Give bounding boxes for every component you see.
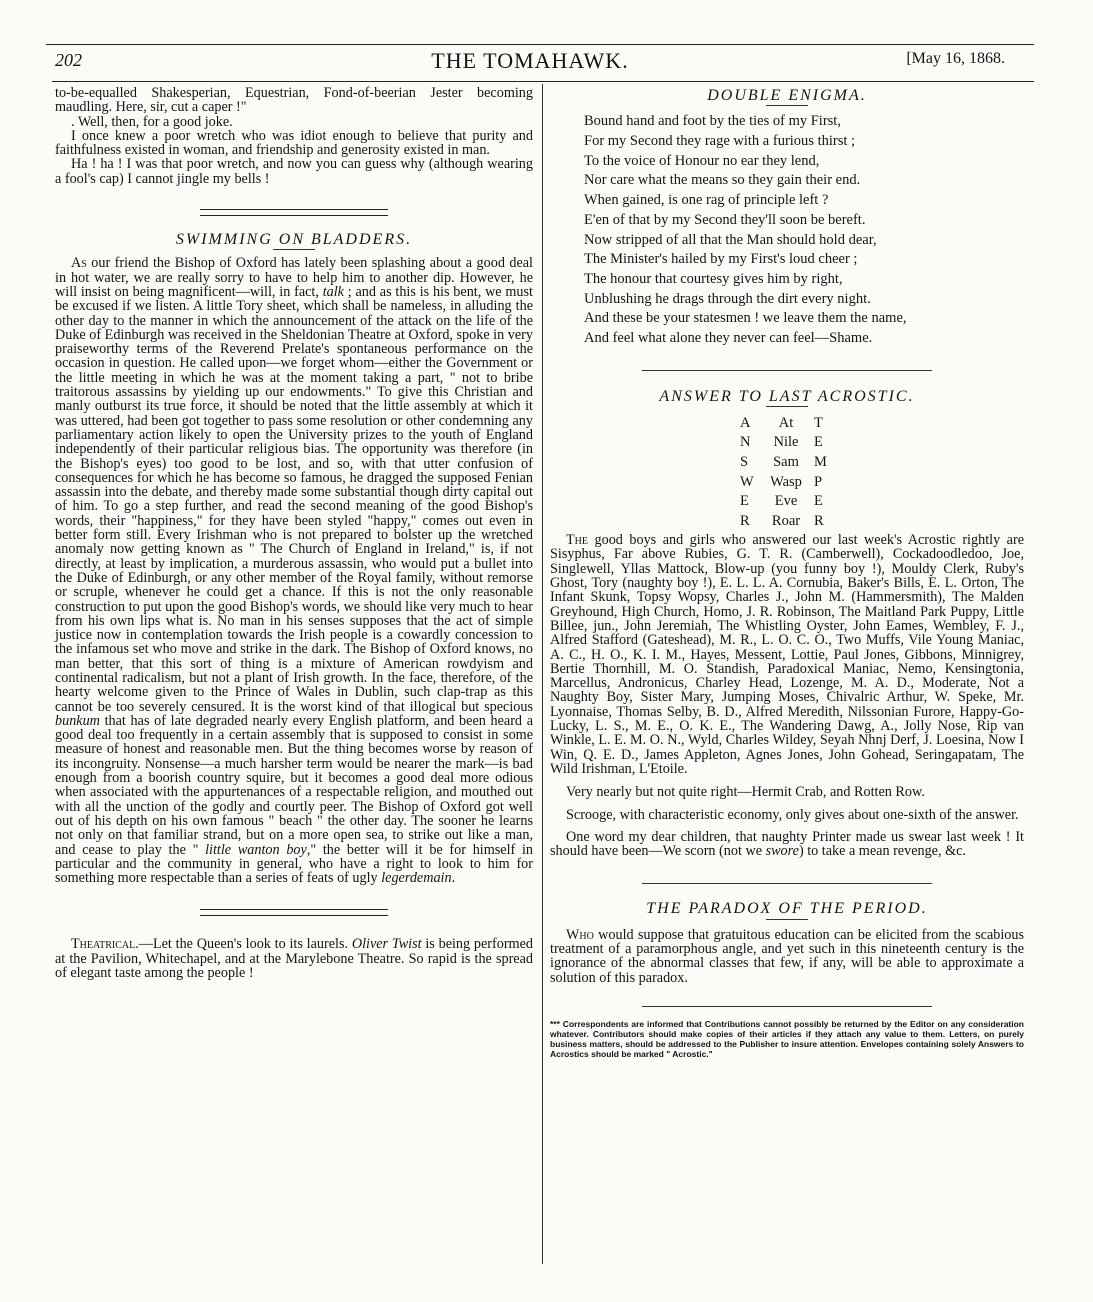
- acrostic-row: E Eve E: [740, 493, 823, 510]
- poem-line: Nor care what the means so they gain their end.: [584, 172, 861, 189]
- poem-line: Unblushing he drags through the dirt every night.: [584, 290, 871, 307]
- poem-line: The Minister's hailed by my First's loud cheer ;: [584, 251, 858, 268]
- answer-paragraph-4: One word my dear children, that naughty Printer made us swear last week ! It should have been—We scorn (not we swore) to take a mean revenge, &c.: [550, 828, 1024, 860]
- issue-date: [May 16, 1868.: [906, 50, 1005, 67]
- intro-paragraph-2: . Well, then, for a good joke.: [71, 113, 233, 130]
- column-divider: [542, 84, 543, 1264]
- theatrical-lead: Theatrical: [71, 936, 136, 953]
- top-border-rule: [46, 44, 1034, 45]
- acrostic-row: N Nile E: [740, 434, 823, 451]
- acrostic-row: R Roar R: [740, 513, 824, 530]
- header-rule: [52, 81, 1034, 82]
- answer-paragraph-3: Scrooge, with characteristic economy, only gives about one-sixth of the answer.: [566, 806, 1019, 823]
- page-number: 202: [55, 50, 82, 70]
- right-column: [550, 86, 1024, 1060]
- left-column: [55, 86, 533, 980]
- page-header: [55, 50, 1005, 80]
- answer-paragraph-2: Very nearly but not quite right—Hermit Crab, and Rotten Row.: [566, 784, 925, 801]
- answer-paragraph-1: The good boys and girls who answered our last week's Acrostic rightly are Sisyphus, Far above Rubies, G. T. R. (Camberwell), Cockadoodledoo, Joe, Singlewell, Yllas Mattock, Blow-up (you funny boy !), Mouldy Clerk, Ruby's Ghost, Tory (naughty boy !), E. L. L. A. Cornubia, Baker's Bills, E. L. Orton, The Infant Skunk, Topsy Wopsy, Charles J., John M. (Hammersmith), The Malden Greyhound, High Church, Homo, J. R. Robinson, The Maitland Park Puppy, Little Billee, jun., John Jeremiah, The Whistling Oyster, John Eames, Wembley, F. J., Alfred Stafford (Gateshead), M. R., L. O. C. O., Two Muffs, Vile Young Maniac, A. C., H. O., K. I. M., Hayes, Messent, Lottie, Paul Jones, Gibbons, Minnigrey, Bertie Thornhill, M. O. Standish, Paradoxical Maniac, Nemo, Kensingtonia, Marcellus, Andronicus, Charley Head, Lozenge, M. A. D., Moderate, Not a Naughty Boy, Sister Mary, Jumping Moses, Chivalric Arthur, W. Speke, Mr. Lyonnaise, Thomas Selby, B. D., Alfred Meredith, Nilssonian Furore, Happy-Go-Lucky, L. S., M. E., O. K. E., The Wandering Dawg, A., Jolly Nose, Rip van Winkle, L. E. M. O. N., Wyld, Charles Wildey, Seyah Nhnj Derf, J. Loesina, Now I Win, Q. E. D., James Appleton, Agnes Jones, John Gohead, Seringapatam, The Wild Irishman, L'Etoile.: [550, 532, 1024, 777]
- answer-heading: ANSWER TO LAST ACROSTIC.: [659, 387, 915, 405]
- paradox-paragraph: Who would suppose that gratuitous education can be elicited from the scabious treatment of a paramorphous angle, and yet such in this nineteenth century is the ignorance of the abnormal classes that few, if any, will be able to approximate a solution of this paradox.: [550, 926, 1024, 986]
- heading-underline: [766, 105, 808, 106]
- section-rule: [642, 1006, 932, 1007]
- acrostic-row: A At T: [740, 414, 823, 431]
- poem-line: For my Second they rage with a furious thirst ;: [584, 133, 856, 149]
- poem-line: When gained, is one rag of principle left ?: [584, 192, 829, 209]
- poem-line: And feel what alone they never can feel—Shame.: [584, 330, 873, 347]
- heading-underline: [273, 249, 315, 250]
- swimming-lead-word: As: [71, 255, 87, 272]
- double-rule-divider: [200, 209, 388, 216]
- enigma-poem: [584, 112, 1024, 348]
- paradox-heading: THE PARADOX OF THE PERIOD.: [646, 900, 928, 918]
- intro-paragraph-3: I once knew a poor wretch who was idiot enough to believe that purity and faithfulness existed in woman, and friendship and generosity existed in man.: [55, 127, 533, 159]
- poem-line: Now stripped of all that the Man should hold dear,: [584, 231, 877, 248]
- correspondents-notice: *** Correspondents are informed that Contributions cannot possibly be returned by the Editor on any consideration whatever. Contributors should make copies of their articles if they attach any value to them. Letters, on purely business matters, should be addressed to the Publisher to insure attention. Envelopes containing solely Answers to Acrostics should be marked " Acrostic.": [550, 1018, 1024, 1060]
- poem-line: E'en of that by my Second they'll soon be bereft.: [584, 211, 866, 228]
- poem-line: To the voice of Honour no ear they lend,: [584, 152, 820, 169]
- poem-line: And these be your statesmen ! we leave them the name,: [584, 310, 907, 327]
- swimming-body: As our friend the Bishop of Oxford has lately been splashing about a good deal in hot water, we are really sorry to have to help him to another dip. However, he will insist on being magnificent—will, in fact, talk ; and as this is his bent, we must be excused if we listen. A little Tory sheet, which shall be nameless, in alluding the other day to the manner in which the announcement of the attack on the life of the Duke of Edinburgh was received in the Sheldonian Theatre at Oxford, spoke in very praiseworthy terms of the Reverend Prelate's spontaneous performance on the occasion in question. He called upon—we forget whom—either the Government or the little meeting in which he was at the moment taking a part, " not to bribe traitorous assassins by yielding up our endowments." To give this Christian and manly outburst its true force, it should be noted that the little assembly at which it was uttered, had been got together to pass some resolution or other condemning any parliamentary action likely to open the University prizes to the youth of England independently of their particular religious bias. The opportunity was therefore (in the Bishop's eyes) too good to be lost, and so, with that utter confusion of consequences for which he has become so famous, he dragged the supposed Fenian assassin into the debate, and thereby made some substantial though dirty capital out of him. To go a step further, and read the second meaning of the good Bishop's words, their "happiness," for they have been styled "happy," comes out even in better form still. Every Irishman who is not prepared to bolster up the wretched anomaly now getting known as " The Church of England in Ireland," is, if not directly, at least by implication, a murderous assassin, who would put a bullet into the Duke of Edinburgh, or any other member of the Royal family, without remorse or scruple, whenever he could get a chance. If this is not the only reasonable construction to put upon the good Bishop's words, we should like very much to hear from his own lips what is. No man in his senses supposes that the act of simple justice now in contemplation towards the Irish people is a cowardly concession to the infamous set who move and strike in the dark. The Bishop of Oxford knows, no man better, that this sort of thing is a mixture of American rowdyism and continental radicalism, but not a plant of Irish growth. In the face, therefore, of the hearty welcome given to the Prince of Wales in Dublin, such clap-trap as this cannot be too severely censured. It is the worst kind of that illogical but specious bunkum that has of late degraded nearly every English platform, and been heard a good deal too frequently in a certain assembly that is supposed to consist in some measure of honest and reasonable men. But the thing becomes worse by reason of its incongruity. Nonsense—a much harsher term would be nearer the mark—is bad enough from a boorish country squire, but it becomes a good deal more odious when associated with the appurtenances of a respectable religion, and mouthed out with all the unction of the godly and courtly peer. The Bishop of Oxford got well out of his depth on his own famous " beach " the other day. The sooner he learns not only on that familiar strand, but on a more open sea, to strike out like a man, and cease to play the " little wanton boy," the better will it be for himself in particular and the community in general, who have a right to look to him for something more respectable than a series of feats of ugly legerdemain.: [55, 255, 534, 887]
- heading-underline: [766, 919, 808, 920]
- swimming-heading: SWIMMING ON BLADDERS.: [175, 231, 413, 249]
- intro-paragraph-1: to-be-equalled Shakesperian, Equestrian, Fond-of-beerian Jester becoming maudling. Here, sir, cut a caper !": [55, 85, 533, 116]
- section-rule: [642, 370, 932, 371]
- poem-line: The honour that courtesy gives him by right,: [584, 270, 843, 287]
- enigma-heading: DOUBLE ENIGMA.: [707, 87, 867, 104]
- acrostic-row: W Wasp P: [740, 473, 823, 490]
- theatrical-paragraph: Theatrical.—Let the Queen's look to its laurels. Oliver Twist is being performed at the Pavilion, Whitechapel, and at the Marylebone Theatre. So rapid is the spread of elegant taste among the people !: [55, 936, 533, 982]
- poem-line: Bound hand and foot by the ties of my First,: [584, 113, 841, 130]
- intro-paragraph-4: Ha ! ha ! I was that poor wretch, and now you can guess why (although wearing a fool's cap) I cannot jingle my bells !: [55, 156, 533, 187]
- double-rule-divider: [200, 909, 388, 916]
- acrostic-table: [740, 413, 834, 531]
- acrostic-row: S Sam M: [740, 454, 827, 471]
- heading-underline: [766, 406, 808, 407]
- section-rule: [642, 883, 932, 884]
- masthead-title: THE TOMAHAWK.: [431, 48, 629, 73]
